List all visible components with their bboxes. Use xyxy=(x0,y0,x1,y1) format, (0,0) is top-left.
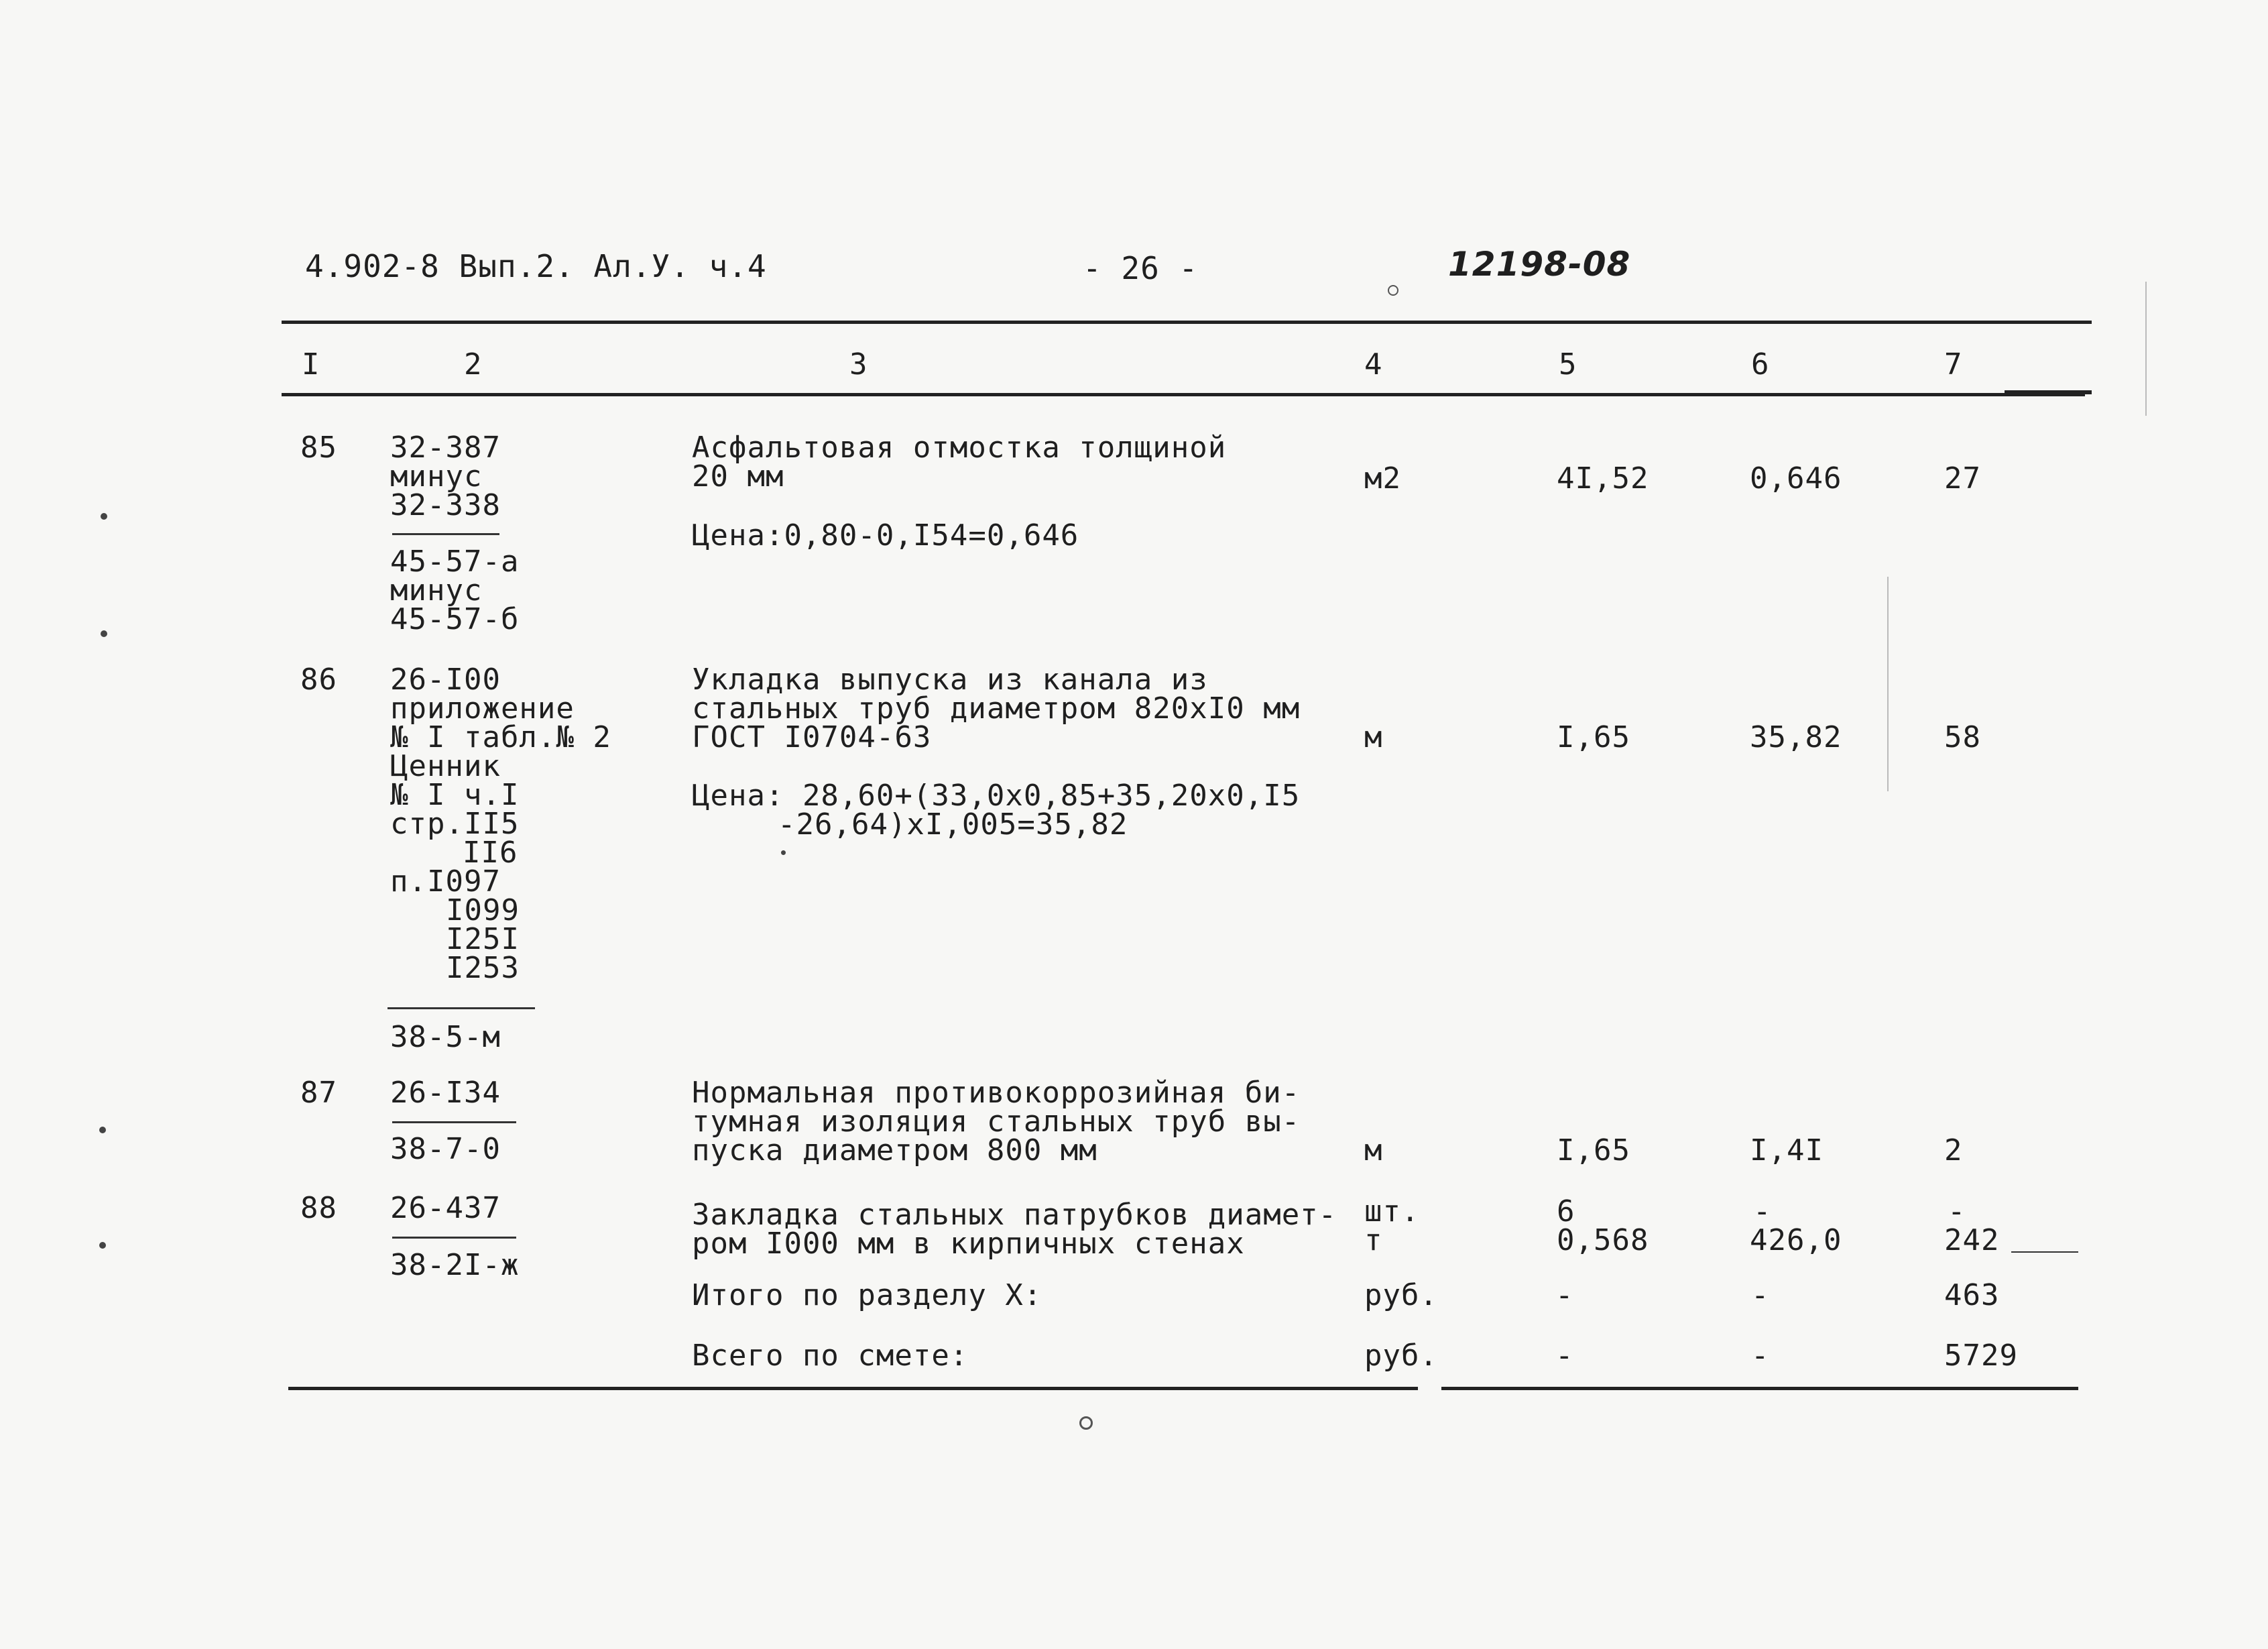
scan-speck xyxy=(99,1127,106,1133)
row-87-code: 38-7-0 xyxy=(390,1132,501,1166)
bottom-rule-right xyxy=(1441,1387,2078,1390)
row-86-code: Ценник xyxy=(390,749,501,783)
row-87-total: 2 xyxy=(1944,1133,1963,1168)
row-85-code: 32-338 xyxy=(390,488,501,522)
row-87-unit-price: I,4I xyxy=(1750,1133,1824,1168)
col-header-3: 3 xyxy=(849,347,868,382)
row-86-unit: м xyxy=(1364,720,1383,754)
row-87-description: Нормальная противокоррозийная би- xyxy=(692,1076,1301,1110)
row-87-unit: м xyxy=(1364,1133,1383,1168)
row-85-code: минус xyxy=(390,459,483,494)
col-header-4: 4 xyxy=(1364,347,1383,382)
col-header-7: 7 xyxy=(1944,347,1963,382)
grand-total-unit: руб. xyxy=(1364,1339,1438,1373)
doc-code: 4.902-8 Вып.2. Ал.У. ч.4 xyxy=(305,248,767,284)
section-total-value: 463 xyxy=(1944,1278,2000,1312)
col-header-2: 2 xyxy=(464,347,483,382)
row-88-description: ром I000 мм в кирпичных стенах xyxy=(692,1227,1245,1261)
scan-speck xyxy=(99,1242,106,1249)
row-88-description: Закладка стальных патрубков диамет- xyxy=(692,1198,1337,1232)
bottom-rule-left xyxy=(288,1387,1418,1390)
scan-speck xyxy=(1079,1416,1093,1430)
row-85-unit-price: 0,646 xyxy=(1750,461,1842,496)
row-86-code: I25I xyxy=(446,922,520,956)
row-85-code-divider xyxy=(392,533,499,535)
row-88-unit: т xyxy=(1364,1223,1383,1257)
section-total-label: Итого по разделу X: xyxy=(692,1278,1042,1312)
row-86-code: № I табл.№ 2 xyxy=(390,720,611,754)
row-88-total: - xyxy=(1948,1194,1966,1229)
stamp-number: 12198-08 xyxy=(1448,245,1631,284)
scan-speck xyxy=(101,630,107,637)
row-86-price: -26,64)xI,005=35,82 xyxy=(778,807,1128,842)
section-total-col6: - xyxy=(1751,1278,1770,1312)
scan-speck xyxy=(1388,285,1398,296)
row-86-code: стр.II5 xyxy=(390,807,520,841)
row-86-code: 38-5-м xyxy=(390,1020,501,1054)
row-86-description: стальных труб диаметром 820xI0 мм xyxy=(692,691,1301,726)
row-87-code: 26-I34 xyxy=(390,1076,501,1110)
grand-total-col5: - xyxy=(1555,1339,1574,1373)
scan-speck xyxy=(101,513,107,520)
section-total-col5: - xyxy=(1555,1278,1574,1312)
grand-total-value: 5729 xyxy=(1944,1339,2018,1373)
row-86-code-divider xyxy=(387,1007,535,1009)
row-86-code: I099 xyxy=(446,893,520,927)
row-88-unit: шт. xyxy=(1364,1194,1420,1229)
col-header-1: I xyxy=(302,347,320,382)
row-86-price: Цена: 28,60+(33,0x0,85+35,20x0,I5 xyxy=(692,779,1301,813)
row-88-code: 38-2I-ж xyxy=(390,1248,520,1282)
row-86-code: п.I097 xyxy=(390,864,501,899)
grand-total-col6: - xyxy=(1751,1339,1770,1373)
row-86-quantity: I,65 xyxy=(1557,720,1630,754)
row-87-quantity: I,65 xyxy=(1557,1133,1630,1168)
row-86-code: № I ч.I xyxy=(390,778,520,812)
row-86-code: приложение xyxy=(390,691,575,726)
row-88-unit-price: - xyxy=(1753,1194,1772,1229)
row-86-description: Укладка выпуска из канала из xyxy=(692,663,1208,697)
top-rule xyxy=(282,321,2092,324)
row-88-total: 242 xyxy=(1944,1223,2000,1257)
section-total-unit: руб. xyxy=(1364,1278,1438,1312)
row-85-unit: м2 xyxy=(1364,461,1401,496)
row-86-unit-price: 35,82 xyxy=(1750,720,1842,754)
row-86-code: I253 xyxy=(446,951,520,985)
row-87-description: пуска диаметром 800 мм xyxy=(692,1133,1097,1168)
row-88-code-divider xyxy=(392,1237,516,1239)
row-85-quantity: 4I,52 xyxy=(1557,461,1649,496)
row-85-number: 85 xyxy=(300,431,337,465)
row-88-quantity: 0,568 xyxy=(1557,1223,1649,1257)
header-rule xyxy=(282,393,2085,396)
row-87-code-divider xyxy=(392,1121,516,1123)
scan-speck xyxy=(781,850,786,855)
row-85-code: 45-57-а xyxy=(390,545,520,579)
scan-streak xyxy=(2145,282,2147,416)
row-88-unit-price: 426,0 xyxy=(1750,1223,1842,1257)
row-85-code: минус xyxy=(390,573,483,608)
row-86-description: ГОСТ I0704-63 xyxy=(692,720,932,754)
header-rule-tick xyxy=(2005,390,2092,394)
row-85-total: 27 xyxy=(1944,461,1981,496)
row-85-code: 32-387 xyxy=(390,431,501,465)
row-86-code: 26-I00 xyxy=(390,663,501,697)
row-88-code: 26-437 xyxy=(390,1191,501,1225)
row-86-code: II6 xyxy=(463,836,518,870)
page-number: - 26 - xyxy=(1083,250,1199,286)
row-88-margin-mark xyxy=(2011,1251,2078,1253)
row-85-description: Асфальтовая отмостка толщиной xyxy=(692,431,1227,465)
row-88-quantity: 6 xyxy=(1557,1194,1575,1229)
col-header-6: 6 xyxy=(1751,347,1770,382)
row-85-code: 45-57-б xyxy=(390,602,520,636)
row-87-number: 87 xyxy=(300,1076,337,1110)
row-86-total: 58 xyxy=(1944,720,1981,754)
row-85-description: 20 мм xyxy=(692,459,784,494)
col-header-5: 5 xyxy=(1559,347,1577,382)
row-85-price: Цена:0,80-0,I54=0,646 xyxy=(692,518,1079,553)
scan-streak xyxy=(1887,577,1889,791)
row-88-number: 88 xyxy=(300,1191,337,1225)
row-87-description: тумная изоляция стальных труб вы- xyxy=(692,1104,1301,1139)
grand-total-label: Всего по смете: xyxy=(692,1339,969,1373)
row-86-number: 86 xyxy=(300,663,337,697)
